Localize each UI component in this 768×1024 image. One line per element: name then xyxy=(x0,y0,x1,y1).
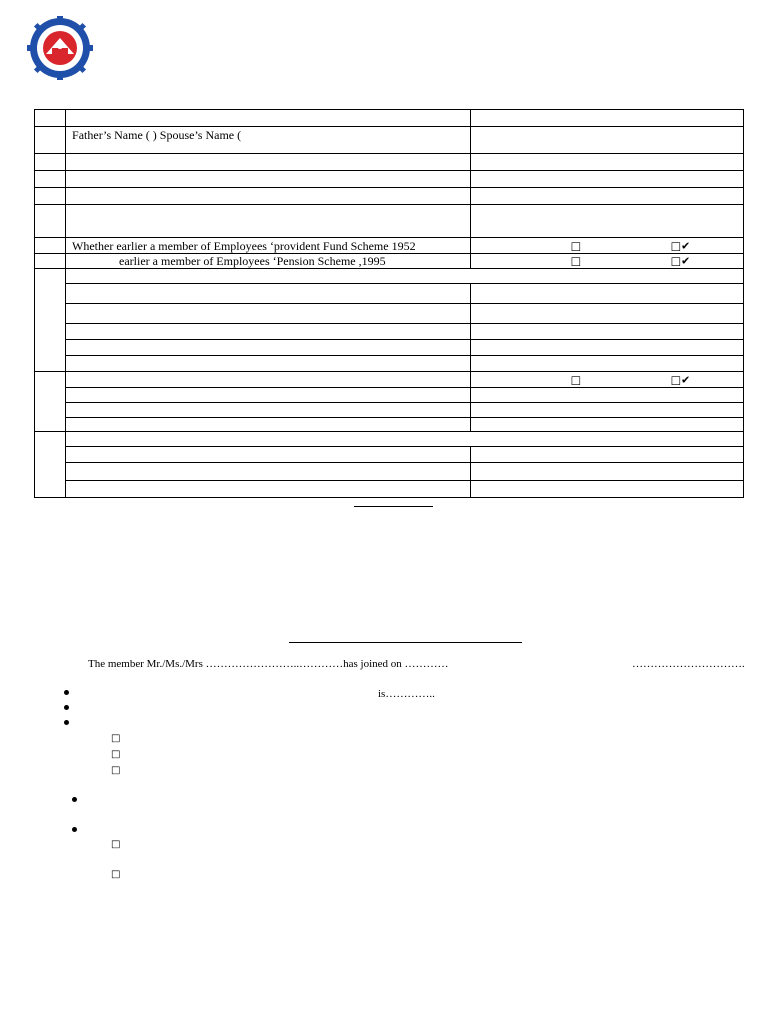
member-name-label-cell xyxy=(66,110,471,127)
passport-validity-label-cell xyxy=(66,418,471,432)
pan-value-cell[interactable] xyxy=(470,481,743,498)
marital-status-value-cell[interactable] xyxy=(470,188,743,205)
previous-employment-heading-cell xyxy=(66,269,744,284)
uan-is-text: is………….. xyxy=(378,688,435,700)
eps-member-label: earlier a member of Employees ‘Pension Scheme ,1995 xyxy=(66,254,471,269)
row-number-cell xyxy=(35,372,66,432)
previous-uan-value-cell[interactable] xyxy=(470,284,743,304)
approval-option-checkbox[interactable]: □ xyxy=(111,869,121,880)
fathers-spouse-name-value-cell[interactable] xyxy=(470,127,743,154)
epfo-logo xyxy=(22,16,98,80)
epf-member-label: Whether earlier a member of Employees ‘provident Fund Scheme 1952 xyxy=(66,238,471,254)
epf-no-checkbox[interactable]: □✔ xyxy=(670,239,691,252)
country-of-origin-value-cell[interactable] xyxy=(470,388,743,403)
bullet-icon xyxy=(72,827,77,832)
row-number-cell xyxy=(35,171,66,188)
kyc-heading-cell xyxy=(66,432,744,447)
bullet-icon xyxy=(64,705,69,710)
bullet-icon xyxy=(72,797,77,802)
row-number-cell xyxy=(35,432,66,498)
pan-label-cell xyxy=(66,481,471,498)
international-no-checkbox[interactable]: □✔ xyxy=(670,373,691,386)
row-number-cell xyxy=(35,269,66,372)
scheme-certificate-value-cell[interactable] xyxy=(470,340,743,356)
kyc-option-checkbox[interactable]: □ xyxy=(111,765,121,776)
contact-value-cell[interactable] xyxy=(470,205,743,238)
member-details-table xyxy=(34,109,744,498)
epf-yes-checkbox[interactable]: □ xyxy=(570,239,581,252)
eps-yes-checkbox[interactable]: □ xyxy=(570,254,581,268)
row-number-cell xyxy=(35,127,66,154)
bank-account-label-cell xyxy=(66,447,471,463)
gender-value-cell[interactable] xyxy=(470,171,743,188)
signature-rule xyxy=(354,506,433,507)
date-of-birth-label-cell xyxy=(66,154,471,171)
kyc-option-checkbox[interactable]: □ xyxy=(111,749,121,760)
ppo-number-label-cell xyxy=(66,356,471,372)
international-yes-checkbox[interactable]: □ xyxy=(570,373,581,386)
country-of-origin-label-cell xyxy=(66,388,471,403)
previous-uan-label-cell xyxy=(66,284,471,304)
member-name-value-cell[interactable] xyxy=(470,110,743,127)
ppo-number-value-cell[interactable] xyxy=(470,356,743,372)
gender-label-cell xyxy=(66,171,471,188)
row-number-cell xyxy=(35,188,66,205)
bullet-icon xyxy=(64,690,69,695)
member-joined-line-tail: …………………………. xyxy=(632,658,745,670)
epf-member-choice xyxy=(470,238,743,254)
row-number-cell xyxy=(35,205,66,238)
passport-number-label-cell xyxy=(66,403,471,418)
date-of-birth-value-cell[interactable] xyxy=(470,154,743,171)
contact-label-cell xyxy=(66,205,471,238)
previous-pf-account-value-cell[interactable] xyxy=(470,304,743,324)
aadhar-label-cell xyxy=(66,463,471,481)
eps-member-choice xyxy=(470,254,743,269)
row-number-cell xyxy=(35,110,66,127)
eps-no-checkbox[interactable]: □✔ xyxy=(670,254,691,268)
passport-validity-value-cell[interactable] xyxy=(470,418,743,432)
bank-account-value-cell[interactable] xyxy=(470,447,743,463)
kyc-option-checkbox[interactable]: □ xyxy=(111,733,121,744)
row-number-cell xyxy=(35,254,66,269)
row-number-cell xyxy=(35,154,66,171)
international-worker-label-cell xyxy=(66,372,471,388)
row-number-cell xyxy=(35,238,66,254)
passport-number-value-cell[interactable] xyxy=(470,403,743,418)
declaration-heading-rule xyxy=(289,642,522,643)
fathers-spouse-name-label: Father’s Name ( ) Spouse’s Name ( xyxy=(66,127,471,154)
approval-option-checkbox[interactable]: □ xyxy=(111,839,121,850)
previous-pf-account-label-cell xyxy=(66,304,471,324)
international-worker-choice xyxy=(470,372,743,388)
marital-status-label-cell xyxy=(66,188,471,205)
date-of-exit-label-cell xyxy=(66,324,471,340)
aadhar-value-cell[interactable] xyxy=(470,463,743,481)
scheme-certificate-label-cell xyxy=(66,340,471,356)
date-of-exit-value-cell[interactable] xyxy=(470,324,743,340)
member-joined-line: The member Mr./Ms./Mrs ……………………..…………has joined on ………… xyxy=(88,658,449,670)
bullet-icon xyxy=(64,720,69,725)
